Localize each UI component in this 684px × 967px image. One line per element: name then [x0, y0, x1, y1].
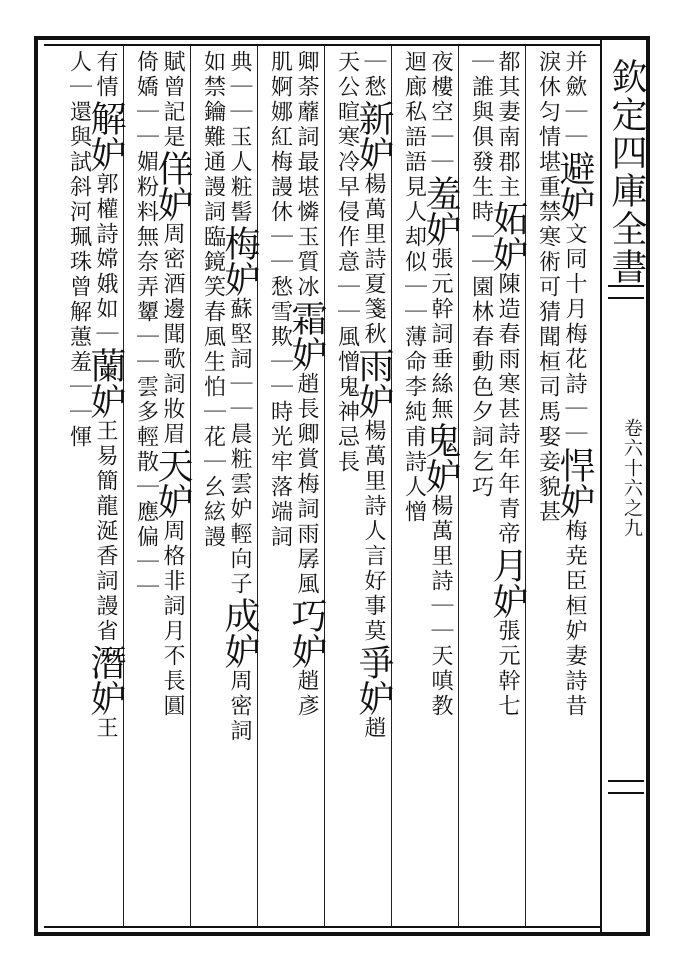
entry-headword: 爭妒 [353, 644, 394, 716]
annotation-text: 并歛｜｜ [562, 50, 587, 150]
text-column [458, 50, 492, 920]
annotation-text: 薄命李純甫詩人憎 [401, 325, 427, 525]
text-column [286, 50, 327, 920]
text-column [123, 50, 157, 920]
text-column [420, 50, 461, 920]
text-column [391, 50, 425, 920]
entry-headword: 佯妒 [152, 150, 193, 222]
annotation-text: 梅尭臣桓妒妻詩昔 [562, 519, 587, 719]
annotation-text: 媚粉料無奈弄顰｜｜ [133, 150, 159, 375]
annotation-text: 愁雪欺｜｜時光牢落 [267, 275, 293, 500]
annotation-text: 如禁鑰難通 [200, 50, 226, 175]
annotation-text: 發生時｜｜園林春動色 [468, 150, 494, 400]
annotation-text: 倚嬌｜｜ [133, 50, 159, 150]
entry-headword: 天妒 [152, 447, 193, 519]
text-column [85, 50, 126, 920]
annotation-text: 都其妻南郡主 [495, 50, 520, 200]
annotation-text: 王 [93, 716, 118, 741]
annotation-text: 情堪重禁寒術可猜 [535, 125, 561, 325]
text-column [487, 50, 528, 920]
column-rule [324, 46, 325, 926]
entry-headword: 梅妒 [219, 225, 260, 297]
annotation-text: 楊萬里詩｜｜天嗔教 [428, 494, 453, 719]
annotation-text: 郭權詩嫦娥如｜ [93, 172, 118, 347]
entry-headword: 悍妒 [554, 447, 595, 519]
annotation-text: 天公 [334, 50, 360, 100]
entry-headword: 鬼妒 [420, 422, 461, 494]
text-column [554, 50, 595, 920]
volume-label: 卷六十六之九 [621, 418, 643, 538]
fish-tail-mark [608, 780, 644, 794]
annotation-text: 語見人却似｜｜ [401, 150, 427, 325]
annotation-text: ｜還與試斜河 [66, 75, 92, 225]
annotation-text: 暄寒冷早侵 [334, 100, 360, 225]
annotation-text: 珮珠曾解蕙羞｜｜ [66, 225, 92, 425]
annotation-text: 淚休匀 [535, 50, 561, 125]
annotation-text: 迴廊私語 [401, 50, 427, 150]
column-rule [525, 46, 526, 926]
column-rule [123, 46, 124, 926]
annotation-text: 賦曾記是 [160, 50, 185, 150]
fish-tail-mark [608, 285, 644, 299]
annotation-text: 作意｜｜風憎鬼神忌 [334, 225, 360, 450]
text-column [56, 50, 90, 920]
annotation-text: 周密詞 [227, 669, 252, 744]
text-column [353, 50, 394, 920]
annotation-text: 楊萬里詩夏箋秋 [361, 172, 386, 347]
text-column [525, 50, 559, 920]
annotation-text: 長 [334, 450, 360, 475]
annotation-text: 聞桓司馬娶妾貌甚 [535, 325, 561, 525]
entry-headword: 潛妒 [85, 644, 126, 716]
annotation-text: 周格非詞月不長圓 [160, 519, 185, 719]
annotation-text: 人 [66, 50, 92, 75]
annotation-text: 周密酒邊聞歌詞妝眉 [160, 222, 185, 447]
annotation-text: 有情 [93, 50, 118, 100]
entry-headword: 妬妒 [487, 200, 528, 272]
entry-headword: 解妒 [85, 100, 126, 172]
annotation-text: 楊萬里詩人言好事莫 [361, 419, 386, 644]
annotation-text: 惲 [66, 425, 92, 450]
text-column [152, 50, 193, 920]
entry-headword: 新妒 [353, 100, 394, 172]
annotation-text: 趙 [361, 716, 386, 741]
annotation-text: ｜誰與俱 [468, 50, 494, 150]
annotation-text: 謾詞臨鏡笑春風生怕｜花｜ [200, 175, 226, 475]
entry-headword: 羞妒 [420, 175, 461, 247]
annotation-text: 蘇堅詞｜｜晨粧雲妒輕向子 [227, 297, 252, 597]
entry-headword: 巧妒 [286, 597, 327, 669]
entry-headword: 雨妒 [353, 347, 394, 419]
annotation-text: 張元幹七 [495, 619, 520, 719]
column-rule [391, 46, 392, 926]
entry-headword: 霜妒 [286, 300, 327, 372]
annotation-text: 文同十月梅花詩｜｜ [562, 222, 587, 447]
annotation-text: 王易簡龍涎香詞謾省 [93, 419, 118, 644]
annotation-text: 趙長卿賞梅詞雨孱風 [294, 372, 319, 597]
annotation-text: 陳造春雨寒甚詩年年青帝 [495, 272, 520, 547]
annotation-text: 肌婀娜紅梅謾休｜｜ [267, 50, 293, 275]
annotation-text: 夕詞乞巧 [468, 400, 494, 500]
entry-headword: 月妒 [487, 547, 528, 619]
annotation-text: 張元幹詞垂絲無 [428, 247, 453, 422]
text-column [257, 50, 291, 920]
annotation-text: 典｜｜玉人粧髻 [227, 50, 252, 225]
annotation-text: 夜樓空｜｜ [428, 50, 453, 175]
annotation-text: 幺絃謾 [200, 475, 226, 550]
text-column [324, 50, 358, 920]
entry-headword: 成妒 [219, 597, 260, 669]
column-rule [257, 46, 258, 926]
text-column [219, 50, 260, 920]
annotation-text: 端詞 [267, 500, 293, 550]
text-column [190, 50, 224, 920]
book-title: 欽定四庫全書 [606, 58, 647, 286]
annotation-text: 雲多輕散｜應偏｜｜ [133, 375, 159, 600]
entry-headword: 避妒 [554, 150, 595, 222]
entry-headword: 蘭妒 [85, 347, 126, 419]
annotation-text: ｜愁 [361, 50, 386, 100]
annotation-text: 趙彥 [294, 669, 319, 719]
annotation-text: 卿荼蘼詞最堪憐玉質冰 [294, 50, 319, 300]
